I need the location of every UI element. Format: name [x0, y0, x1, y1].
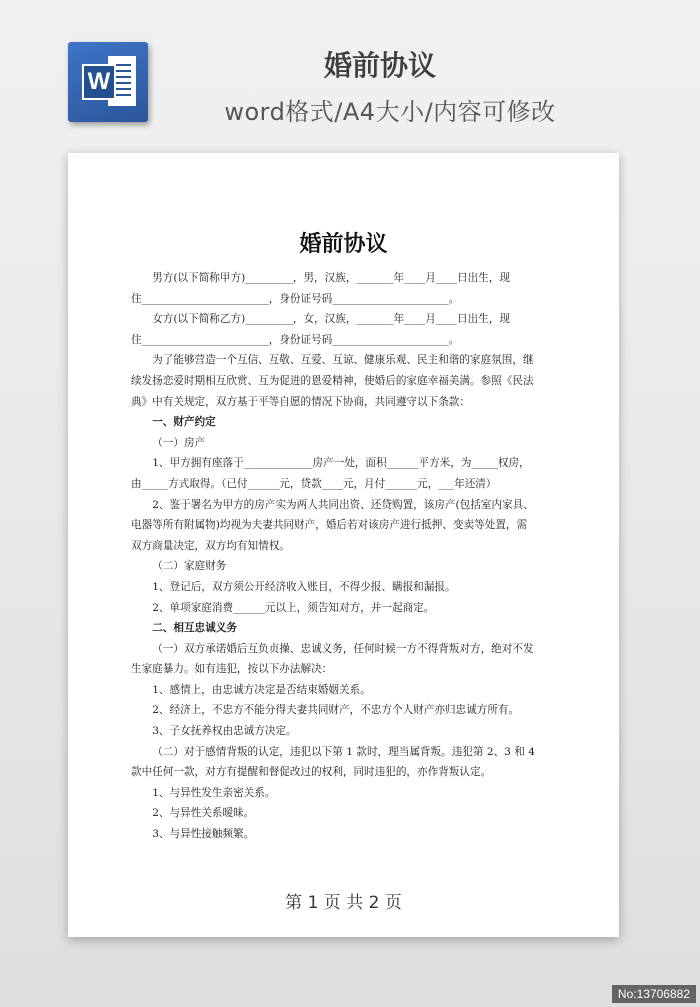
document-title: 婚前协议 [299, 231, 388, 257]
document-line: 款中任何一款，对方有提醒和督促改过的权利，同时违犯的，亦作背叛认定。 [131, 766, 492, 779]
document-page [68, 153, 619, 937]
header-subtitle: word格式/A4大小/内容可修改 [224, 98, 556, 126]
document-line: 1、甲方拥有座落于_____________房产一处，面积______平方米，为_____权房， [152, 457, 530, 470]
document-body [131, 268, 556, 845]
header-title: 婚前协议 [323, 49, 436, 82]
document-line: 为了能够营造一个互信、互敬、互爱、互谅、健康乐观、民主和谐的家庭氛围，继 [152, 354, 534, 367]
document-line: （一）房产 [152, 436, 206, 449]
document-line: 女方(以下简称乙方)_________，女，汉族，_______年____月____日出生，现 [152, 313, 511, 326]
document-line: 住________________________，身份证号码______________________。 [131, 333, 460, 346]
document-line: 二、相互忠诚义务 [152, 622, 237, 635]
document-line: 1、感情上，由忠诚方决定是否结束婚姻关系。 [152, 683, 371, 696]
document-line: 1、与异性发生亲密关系。 [152, 786, 276, 799]
document-line: 一、财产约定 [152, 416, 216, 429]
document-line: 生家庭暴力。如有违犯，按以下办法解决： [131, 663, 333, 676]
document-line: 由_____方式取得。（已付______元，贷款____元，月付______元，___年还清） [131, 477, 497, 490]
document-line: 3、子女抚养权由忠诚方决定。 [152, 725, 297, 738]
document-line: 续发扬恋爱时期相互欣赏、互为促进的恩爱精神，使婚后的家庭幸福美满。参照《民法 [131, 374, 534, 387]
document-line: （二）家庭财务 [152, 560, 227, 573]
document-line: 3、与异性接触频繁。 [152, 828, 255, 841]
document-line: 电器等所有附属物)均视为夫妻共同财产，婚后若对该房产进行抵押、变卖等处置，需 [131, 519, 528, 532]
document-line: 典》中有关规定，双方基于平等自愿的情况下协商，共同遵守以下条款： [131, 395, 470, 408]
document-line: 2、经济上，不忠方不能分得夫妻共同财产，不忠方个人财产亦归忠诚方所有。 [152, 704, 520, 717]
document-line: （一）双方承诺婚后互负贞操、忠诚义务，任何时候一方不得背叛对方，绝对不发 [152, 642, 534, 655]
page-indicator: 第 1 页 共 2 页 [285, 893, 402, 913]
word-letter-badge: W [82, 64, 116, 100]
document-line: 2、鉴于署名为甲方的房产实为两人共同出资、还贷购置，该房产(包括室内家具、 [152, 498, 534, 511]
document-line: 1、登记后，双方须公开经济收入账目，不得少报、瞒报和漏报。 [152, 580, 456, 593]
image-id-label: No:13706882 [612, 985, 696, 1003]
document-line: 2、单项家庭消费______元以上，须告知对方，并一起商定。 [152, 601, 435, 614]
document-line: 双方商量决定，双方均有知情权。 [131, 539, 290, 552]
document-line: （二）对于感情背叛的认定，违犯以下第 1 款时，理当属背叛。违犯第 2、3 和 4 [152, 745, 535, 758]
document-line: 男方(以下简称甲方)_________，男，汉族，_______年____月____日出生，现 [152, 272, 511, 284]
document-line: 2、与异性关系暧昧。 [152, 807, 255, 820]
document-line: 住________________________，身份证号码______________________。 [131, 292, 460, 305]
